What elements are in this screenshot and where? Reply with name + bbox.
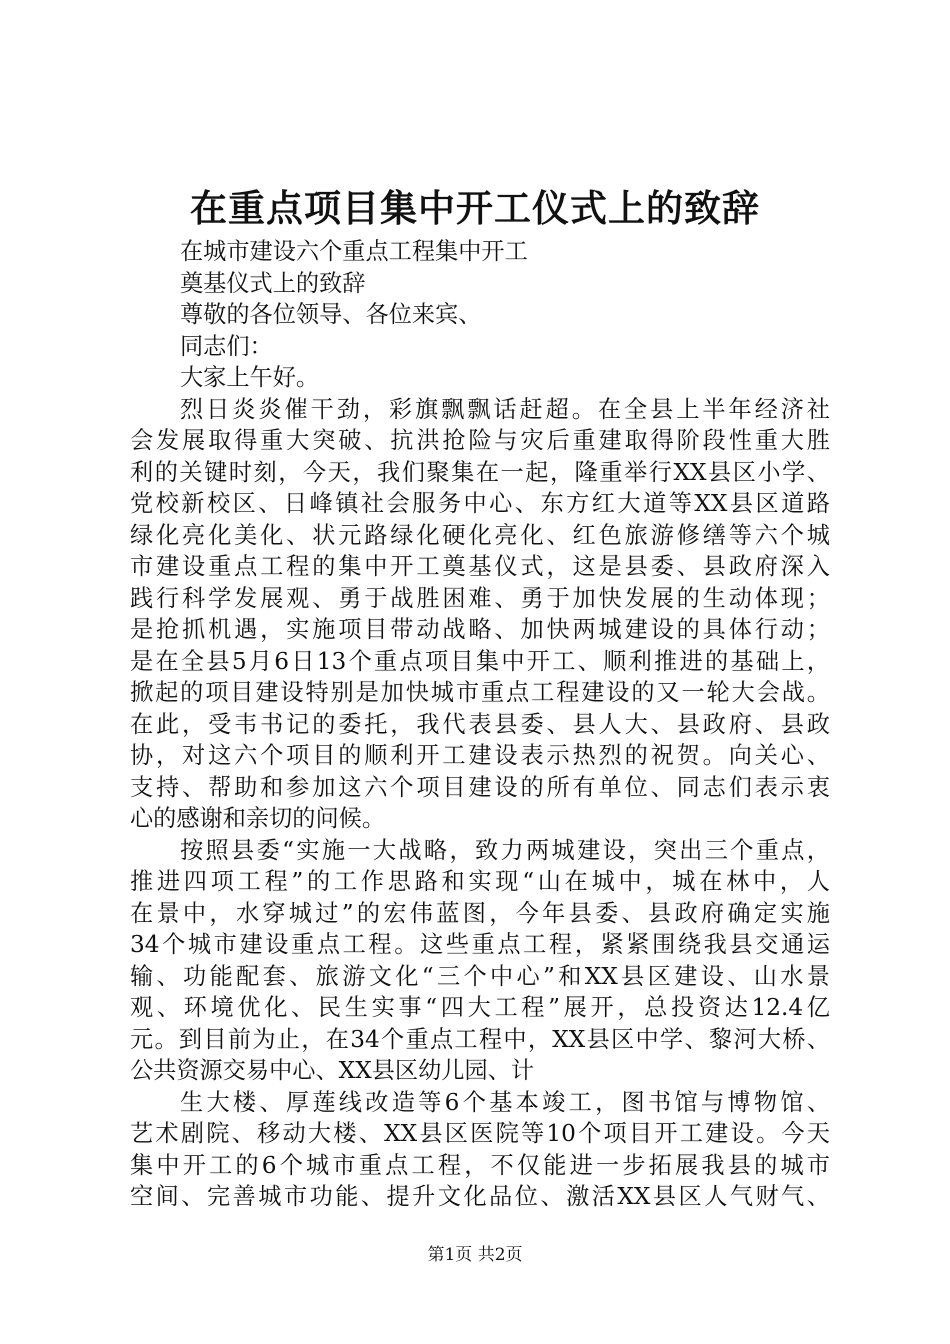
body-line: 在此，受韦书记的委托，我代表县委、县人大、县政府、县政 [130,710,830,738]
body-line: 奠基仪式上的致辞 [180,269,366,297]
document-title: 在重点项目集中开工仪式上的致辞 [190,186,760,230]
body-line: 践行科学发展观、勇于战胜困难、勇于加快发展的生动体现； [130,584,830,612]
body-line: 空间、完善城市功能、提升文化品位、激活XX县区人气财气、 [130,1183,830,1210]
document-body [130,236,830,1213]
body-line: 集中开工的6个城市重点工程，不仅能进一步拓展我县的城市 [130,1151,830,1179]
body-line: 在城市建设六个重点工程集中开工 [180,238,528,265]
body-line: 会发展取得重大突破、抗洪抢险与灾后重建取得阶段性重大胜 [130,427,830,454]
body-line: 协，对这六个项目的顺利开工建设表示热烈的祝贺。向关心、 [130,742,830,769]
page-footer: 第1页 共2页 [427,1245,523,1265]
body-line: 在景中，水穿城过”的宏伟蓝图，今年县委、县政府确定实施 [130,899,830,927]
body-line: 利的关键时刻，今天，我们聚集在一起，隆重举行XX县区小学、 [130,458,830,486]
body-line: 心的感谢和亲切的问候。 [130,805,386,832]
body-line: 党校新校区、日峰镇社会服务中心、东方红大道等XX县区道路 [130,490,830,517]
body-line: 烈日炎炎催干劲，彩旗飘飘话赶超。在全县上半年经济社 [180,395,830,423]
body-line: 艺术剧院、移动大楼、XX县区医院等10个项目开工建设。今天 [130,1120,830,1147]
body-line: 掀起的项目建设特别是加快城市重点工程建设的又一轮大会战。 [130,679,830,706]
body-line: 大家上午好。 [180,364,320,391]
body-line: 生大楼、厚莲线改造等6个基本竣工，图书馆与博物馆、 [180,1088,830,1116]
body-line: 市建设重点工程的集中开工奠基仪式，这是县委、县政府深入 [130,553,830,580]
body-line: 按照县委“实施一大战略，致力两城建设，突出三个重点， [180,836,830,864]
body-line: 是在全县5月6日13个重点项目集中开工、顺利推进的基础上， [130,647,830,675]
body-line: 是抢抓机遇，实施项目带动战略、加快两城建设的具体行动； [130,616,830,643]
body-line: 绿化亮化美化、状元路绿化硬化亮化、红色旅游修缮等六个城 [130,521,830,549]
body-line: 尊敬的各位领导、各位来宾、 [180,301,482,328]
body-line: 元。到目前为止，在34个重点工程中，XX县区中学、黎河大桥、 [130,1025,830,1053]
body-line: 推进四项工程”的工作思路和实现“山在城中，城在林中，人 [130,868,830,895]
body-line: 观、环境优化、民生实事“四大工程”展开，总投资达12.4亿 [130,994,830,1021]
body-line: 输、功能配套、旅游文化“三个中心”和XX县区建设、山水景 [130,962,830,990]
body-line: 公共资源交易中心、XX县区幼儿园、计 [130,1057,535,1084]
body-line: 34个城市建设重点工程。这些重点工程，紧紧围绕我县交通运 [130,931,830,958]
body-line: 同志们： [180,332,273,360]
body-line: 支持、帮助和参加这六个项目建设的所有单位、同志们表示衷 [130,773,830,801]
